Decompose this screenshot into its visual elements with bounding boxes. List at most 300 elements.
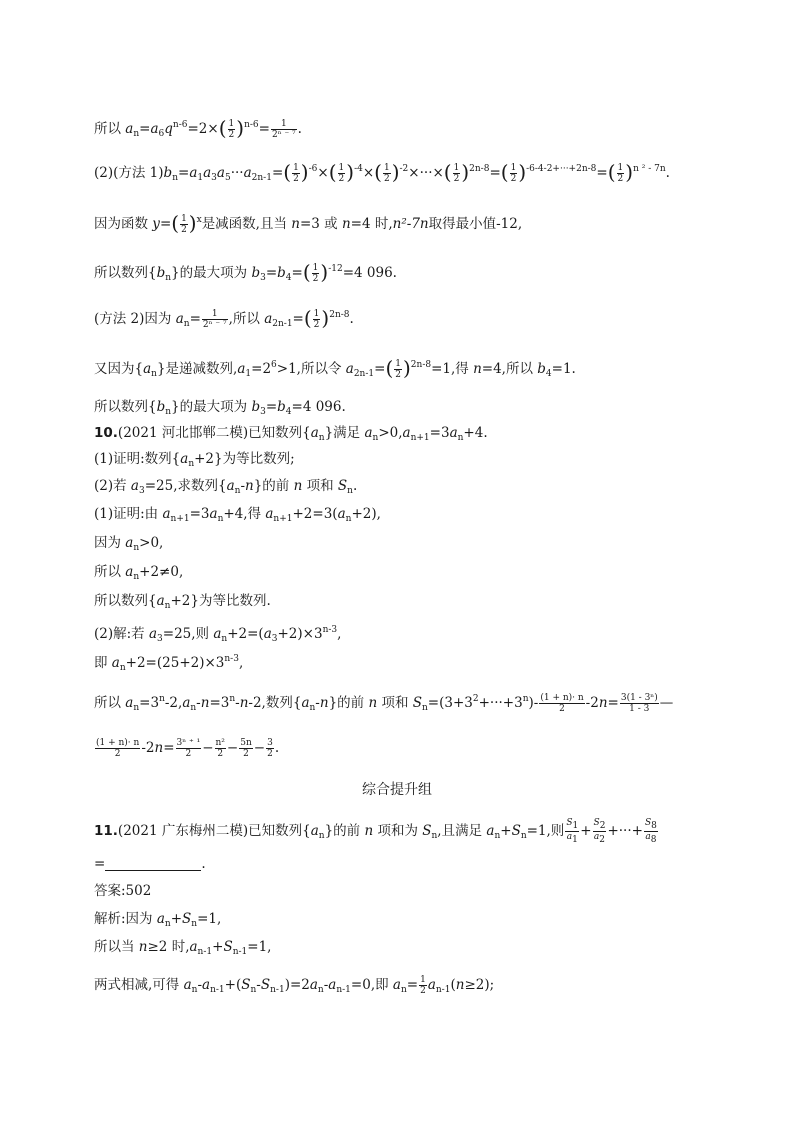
solution-line-2 [94,160,670,187]
text: ,且满足 [437,823,487,839]
var: a [263,626,272,642]
text: = [189,311,201,327]
paren: ) [518,160,527,184]
var: a [189,165,198,181]
var: a [402,425,411,441]
proof-line-1 [94,505,381,528]
problem-11-blank-line [94,855,206,873]
sub: n-1 [232,947,248,957]
sup: n-6 [172,120,188,130]
text: 因为 [94,535,126,551]
text: -2, [164,695,183,711]
var: a [301,695,310,711]
text: , [238,655,244,671]
var: a [125,121,134,137]
sub: 1 [245,369,252,379]
var: S [182,911,192,927]
sub: 3 [157,634,163,644]
paren: ( [171,211,180,235]
problem-number: 10. [94,425,118,441]
sub: n [234,486,241,496]
var: a [148,626,158,642]
text: . [665,165,670,181]
var: n²-7n [392,216,429,232]
sub: 2 [599,821,606,831]
denominator: 2 [243,749,249,759]
paren: ) [321,306,330,330]
var: a [645,832,651,842]
text: =4 096. [342,265,397,281]
fraction [617,163,625,184]
text: +2=(25+2)×3 [125,655,225,671]
sup: 6 [271,360,277,370]
text: )- [528,695,539,711]
var: a [209,506,218,522]
text: =4 时, [350,216,393,232]
var: a [364,425,373,441]
sub: n [164,601,171,611]
var: a [216,165,225,181]
text: = [271,165,284,181]
var: a [143,361,152,377]
text: 取得最小值-12, [428,216,523,232]
fraction [453,163,461,184]
solution-part-2-line-1 [94,621,341,648]
fraction [338,163,346,184]
text: (2)(方法 1) [94,165,164,181]
text: =1, [197,911,222,927]
text: +4,得 [223,506,266,522]
var: a [345,361,354,377]
fraction [593,818,607,845]
text: +···+3 [478,695,523,711]
problem-number: 11. [94,823,118,839]
text: 答案:502 [94,883,152,899]
sup: n [229,694,236,704]
paren: ) [320,260,329,284]
sub: n [250,985,257,995]
text: (1)证明:数列{ [94,451,181,467]
text: + [500,823,512,839]
analysis-line-2 [94,938,271,961]
numerator: n² [215,738,225,748]
fraction [271,119,297,140]
var: a [183,977,192,993]
sub: n [431,831,438,841]
text: = [159,216,172,232]
var: S [241,977,251,993]
fraction [95,738,140,759]
text: =2 [251,361,272,377]
sub: 4 [285,273,292,283]
text: = [406,977,419,993]
sub: n [457,433,464,443]
text: - [323,977,329,993]
text: 即 [94,655,112,671]
denominator: 2 [293,174,299,184]
problem-10-statement [94,424,488,447]
text: 项和 [302,478,338,494]
numerator: 1 [420,975,426,985]
sub: n [164,919,171,929]
var: n [368,695,378,711]
paren: ) [402,356,411,380]
text: =1,得 [431,361,474,377]
sub: n [309,703,316,713]
var: n [239,695,249,711]
text: }的最大项为 [171,265,252,281]
paren: ) [188,211,197,235]
var: a [427,977,436,993]
fraction [266,738,274,759]
var: S [593,818,600,828]
text: − [226,740,239,756]
paren: ) [300,160,309,184]
var: b [277,399,286,415]
sup: n-3 [322,625,338,635]
paren: ) [391,160,400,184]
fraction [239,738,253,759]
paren: ( [607,160,616,184]
var: n [598,695,608,711]
text: 又因为{ [94,361,144,377]
text: - [315,695,320,711]
text: - [197,977,203,993]
text: = [265,265,278,281]
numerator: 3(1 - 3ⁿ) [620,693,658,703]
problem-10-part-1 [94,450,295,473]
fraction [228,119,236,140]
text: 所以 [94,695,126,711]
solution-line-1 [94,116,302,143]
var: S [223,939,233,955]
var: n [364,823,374,839]
denominator: 2ⁿ ⁻ ⁷ [202,320,227,330]
var: a [156,911,165,927]
var: n [200,695,210,711]
sup: 2 [472,694,479,704]
var: q [164,121,173,137]
fraction [565,818,579,845]
sub: 2n-1 [251,173,272,183]
text: =3 [209,695,230,711]
numerator [644,818,658,832]
sub: 8 [651,821,657,831]
text: = [374,361,386,377]
var: b [537,361,546,377]
exponent: -2 [399,164,409,174]
fraction [292,163,300,184]
text: =(3+3 [427,695,473,711]
var: a [337,506,346,522]
solution-line-4 [94,260,397,287]
sub: 5 [224,173,231,183]
text: +2)×3 [277,626,323,642]
denominator [593,832,607,845]
text: 所以数列{ [94,399,157,415]
text: 是减函数,且当 [201,216,292,232]
var: n [455,977,465,993]
sub: n [345,514,352,524]
sub: n [520,831,527,841]
numerator: (1 + n)· n [96,738,140,748]
text: >0, [139,535,164,551]
answer-line [94,882,151,900]
denominator [644,832,658,845]
var: S [511,823,521,839]
text: =3 或 [299,216,342,232]
var: a [202,977,211,993]
text: (2)若 [94,478,131,494]
var: S [337,478,348,494]
text: >0, [378,425,403,441]
fraction [539,693,584,714]
problem-10-part-2 [94,477,357,500]
var: a [125,564,134,580]
text: -2 [585,695,599,711]
numerator: 1 [510,163,517,173]
numerator: 3 [267,738,273,748]
text: +2=( [227,626,264,642]
paren: ) [461,160,470,184]
sub: n+1 [410,433,430,443]
sub: 2n-1 [272,319,293,329]
text: 两式相减,可得 [94,977,184,993]
exponent: 2n-8 [329,310,350,320]
sub: n [133,572,140,582]
sub: 3 [138,486,145,496]
fraction [394,359,402,380]
problem-11-statement [94,818,659,845]
sub: n [133,129,140,139]
sub: n [494,831,501,841]
var: S [412,695,422,711]
var: n [473,361,482,377]
sub: n [165,407,172,417]
numerator: 1 [293,163,299,173]
denominator: 1 - 3 [629,704,650,714]
fraction [180,214,188,235]
solution-line-6 [94,356,576,383]
text: }是递减数列, [156,361,238,377]
var: a [180,451,189,467]
fraction [176,738,202,759]
numerator: 1 [383,163,390,173]
denominator: 2 [395,370,401,380]
var: a [162,506,171,522]
sub: n-1 [210,985,225,995]
fraction [312,263,320,284]
exponent: 2n-8 [410,360,432,370]
text: 所以数列{ [94,265,157,281]
text: =1. [551,361,576,377]
var: b [251,399,261,415]
sub: n [191,985,198,995]
var: n [341,216,351,232]
var: y [152,216,160,232]
var: a [189,939,198,955]
text: ≥2 时, [147,939,190,955]
sup: n-3 [224,654,239,664]
fraction [510,163,518,184]
var: a [310,425,319,441]
sub: 6 [158,129,165,139]
text: - [256,977,261,993]
solution-line-7 [94,398,346,421]
analysis-line-1 [94,910,221,933]
text: − [253,740,266,756]
sub: 1 [572,835,578,845]
text: =25,求数列{ [144,478,227,494]
text: . [352,478,358,494]
exponent: n-6 [244,120,259,130]
var: a [328,977,337,993]
text: (2)解:若 [94,626,149,642]
exponent: x [196,215,202,225]
paren: ) [346,160,355,184]
var: b [156,399,166,415]
text: × [362,165,375,181]
text: , [337,626,342,642]
denominator: 2 [420,986,426,996]
text: ×···× [408,165,444,181]
var: b [163,165,173,181]
text: (2021 广东梅州二模)已知数列{ [117,823,311,839]
solution-part-2-line-4 [94,738,279,759]
fraction [215,738,226,759]
sub: n [165,273,172,283]
denominator: 2 [383,174,390,184]
text: }的前 [253,478,294,494]
var: a [130,478,139,494]
paren: ( [328,160,337,184]
numerator: 1 [202,309,228,320]
text: +2}为等比数列; [194,451,295,467]
sub: 1 [572,821,579,831]
numerator: 1 [313,309,320,319]
denominator: 2 [228,130,235,140]
sub: n [422,703,428,713]
text: +2≠0, [139,564,184,580]
var: n [319,695,329,711]
sub: n [190,703,197,713]
sub: n+1 [170,514,190,524]
denominator: 2 [217,749,224,759]
text: 解析:因为 [94,911,157,927]
var: n [138,939,148,955]
sub: n [217,514,224,524]
var: b [277,265,286,281]
sub: n [119,663,126,673]
sub: n [317,985,324,995]
sub: n-1 [336,985,351,995]
numerator: 1 [453,163,460,173]
text: +2=3( [292,506,338,522]
fraction [202,309,228,330]
var: a [392,977,401,993]
sub: n [133,543,140,553]
sub: 3 [260,407,266,417]
sub: n [183,319,190,329]
text: + [212,939,224,955]
sub: 2 [599,835,606,845]
sup: n [159,694,165,704]
text: 因为函数 [94,216,153,232]
exponent: -6 [308,164,318,174]
sub: n-1 [435,985,451,995]
fraction [313,309,321,330]
text: +( [224,977,242,993]
sub: n [133,703,140,713]
text: ··· [230,165,244,181]
sub: 3 [211,173,217,183]
var: a [265,506,274,522]
text: = [292,311,304,327]
text: +···+ [607,823,643,839]
text: . [274,740,280,756]
sup: n [522,694,529,704]
var: b [251,265,261,281]
sub: n [172,173,178,183]
text: =4,所以 [481,361,538,377]
text: =25,则 [162,626,214,642]
text: +2}为等比数列. [170,593,271,609]
exponent: -4 [354,164,363,174]
text: + [580,823,592,839]
var: a [486,823,495,839]
solution-part-2-line-2 [94,650,243,677]
var: S [644,818,652,828]
denominator: 2 [313,320,320,330]
text: (1)证明:由 [94,506,163,522]
var: a [156,593,165,609]
text: -2 [141,740,155,756]
exponent: -6-4-2+···+2n-8 [526,164,597,174]
text: =3 [139,695,160,711]
denominator: 2 [267,749,273,759]
denominator: 2 [559,704,565,714]
paren: ( [500,160,509,184]
numerator: 3ⁿ ⁺ ¹ [176,738,201,748]
var: n [245,478,254,494]
fraction [419,975,427,996]
var: a [203,165,212,181]
text: - [240,478,246,494]
numerator: 1 [395,359,401,369]
text: = [94,856,106,872]
var: a [237,361,246,377]
text: - [235,695,240,711]
var: a [264,311,273,327]
sub: n [318,433,325,443]
denominator: 2ⁿ ⁻ ⁷ [271,130,296,140]
var: a [310,823,319,839]
text: =4 096. [291,399,346,415]
text: 所以 [94,564,126,580]
var: a [182,695,191,711]
numerator: 5n [240,738,252,748]
sub: n [188,459,195,469]
var: a [125,695,134,711]
text: . [201,856,206,872]
paren: ) [625,160,634,184]
var: a [125,535,134,551]
sub: 4 [545,369,552,379]
text: ( [450,977,456,993]
text: +4. [463,425,488,441]
numerator: 1 [181,214,187,224]
text: . [297,121,302,137]
